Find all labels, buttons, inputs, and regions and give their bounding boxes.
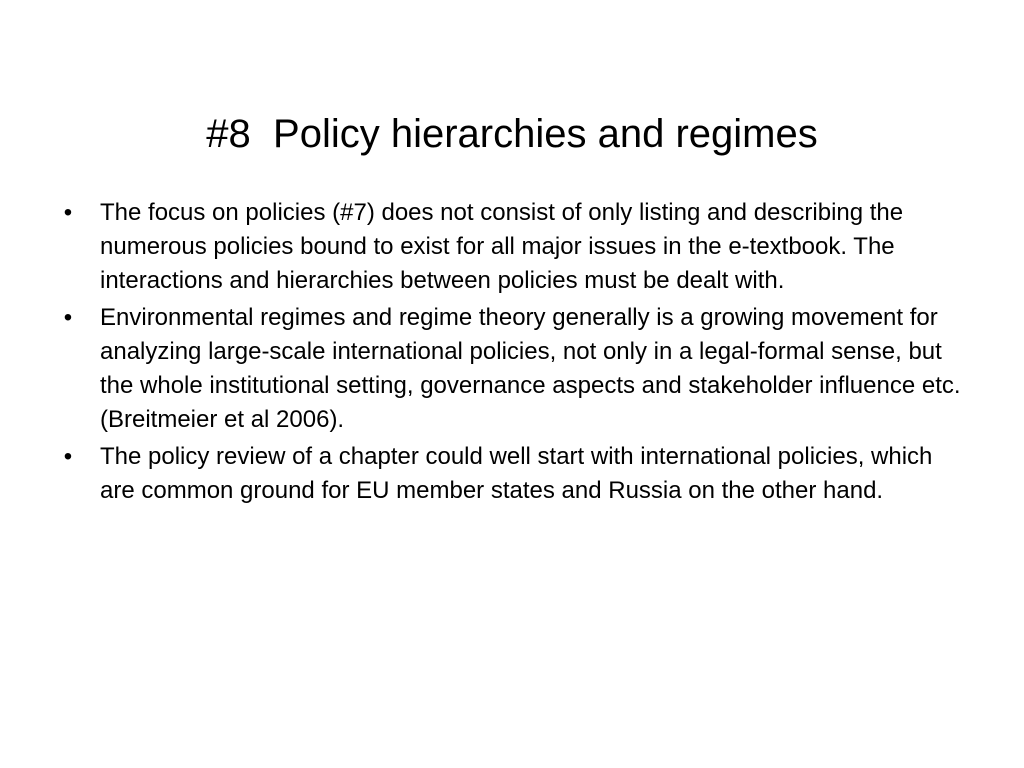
bullet-text: The policy review of a chapter could well start with international policies, which are common ground for EU member states and Russia on the other hand. [100, 443, 933, 504]
bullet-text: Environmental regimes and regime theory generally is a growing movement for analyzing large-scale international policies, not only in a legal-formal sense, but the whole institutional setting, governance aspects and stakeholder influence etc. (Breitmeier et al 2006). [100, 304, 961, 433]
bullet-item [58, 440, 968, 508]
bullet-text: The focus on policies (#7) does not consist of only listing and describing the numerous policies bound to exist for all major issues in the e-textbook. The interactions and hierarchies between policies must be dealt with. [100, 199, 904, 294]
bullet-item [58, 301, 968, 437]
bullet-icon: • [63, 443, 73, 470]
bullet-list [58, 196, 968, 511]
bullet-icon: • [63, 199, 73, 226]
bullet-item [58, 196, 968, 298]
bullet-icon: • [63, 304, 73, 331]
slide-title: #8 Policy hierarchies and regimes [206, 112, 818, 156]
